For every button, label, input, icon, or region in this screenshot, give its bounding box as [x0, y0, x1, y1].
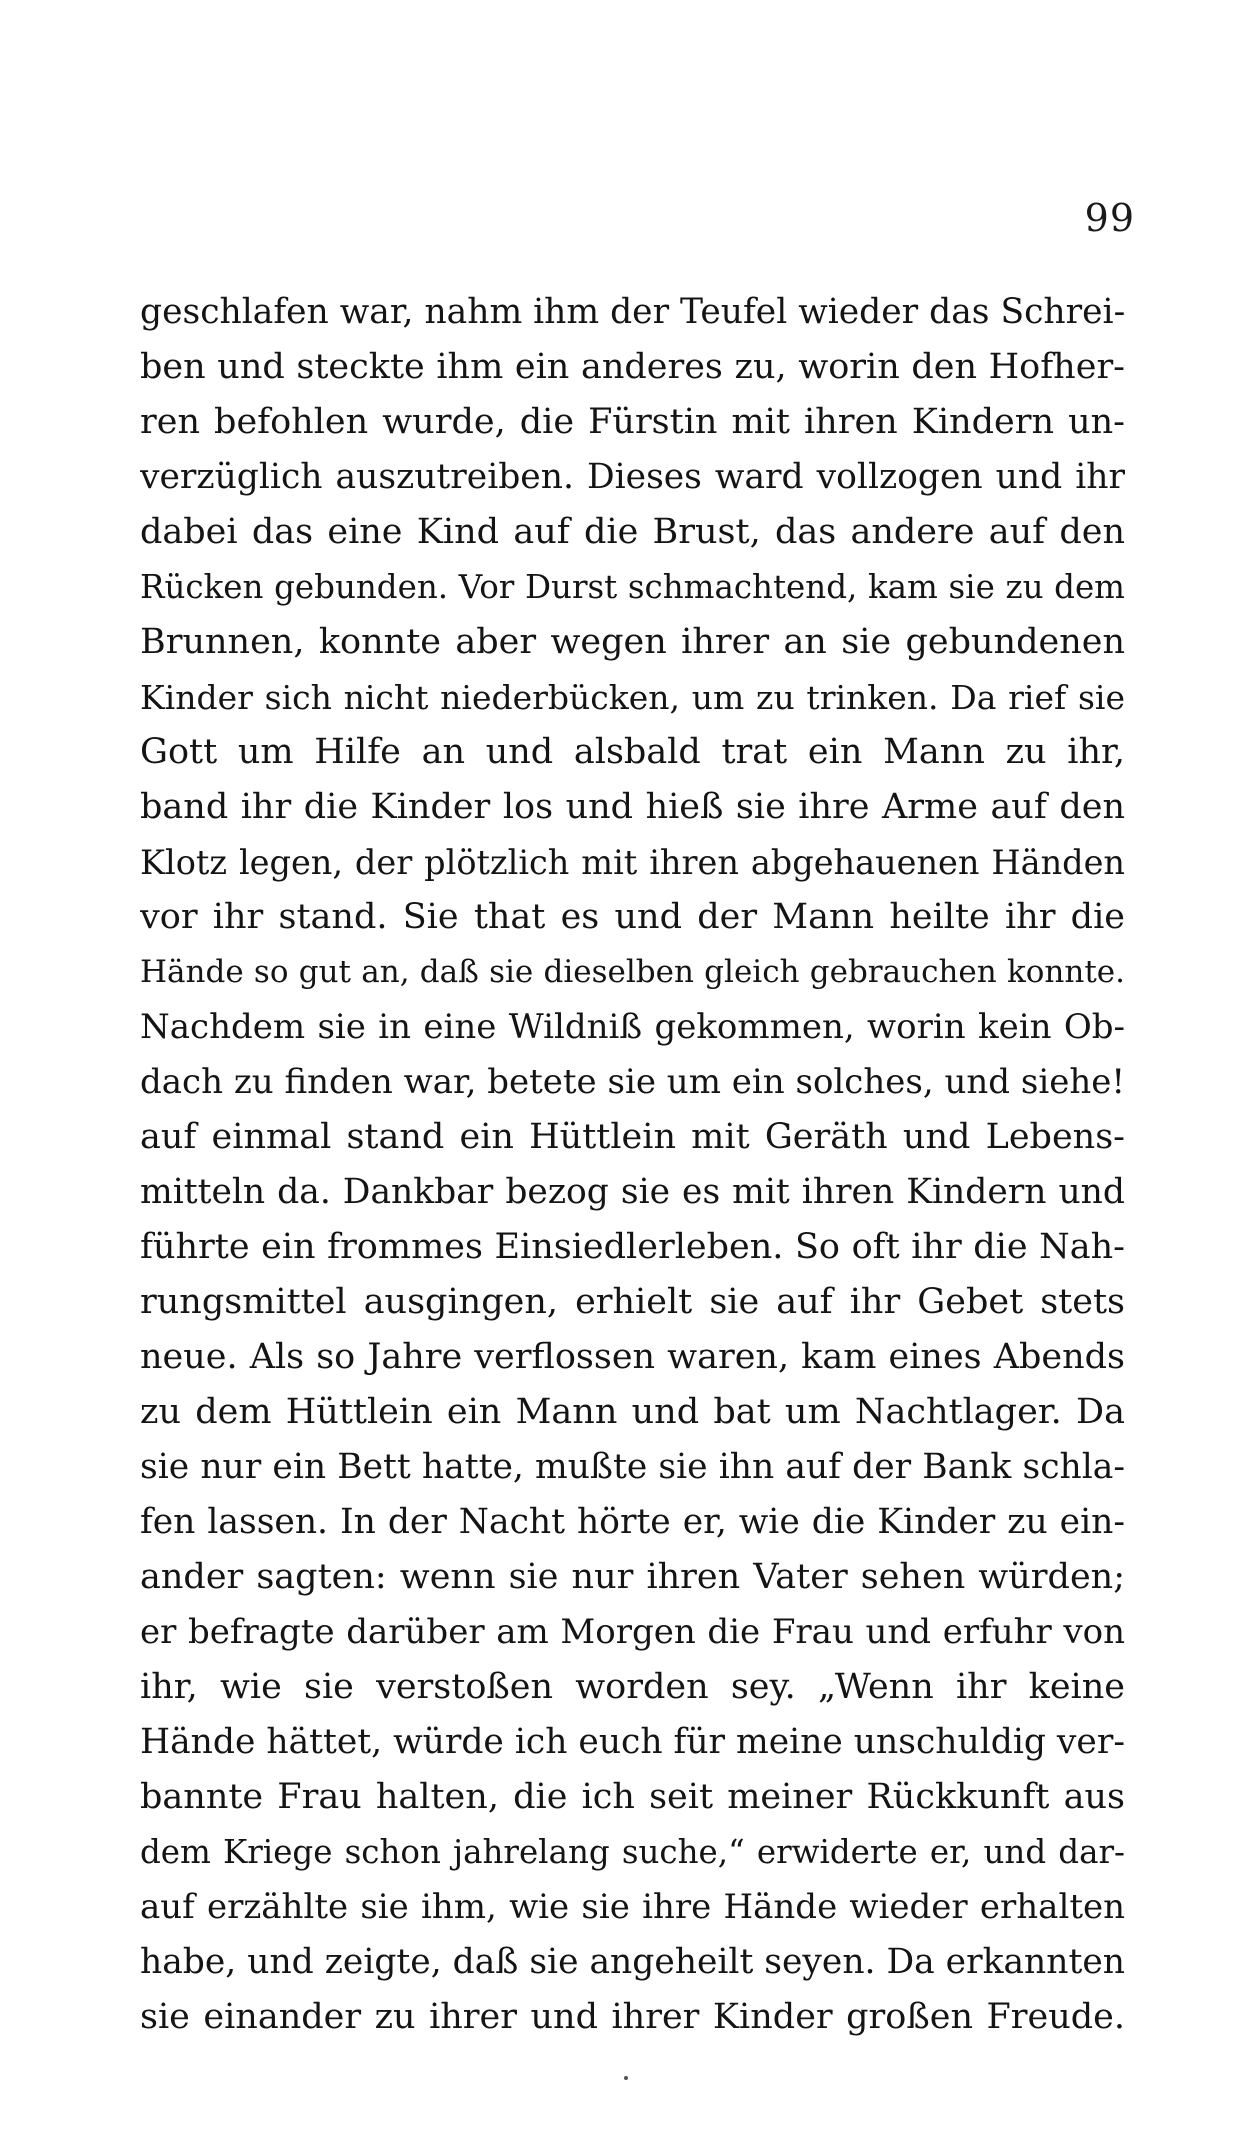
text-line: verzüglich auszutreiben. Dieses ward vollzogen und ihr — [140, 457, 1125, 497]
text-line: ben und steckte ihm ein anderes zu, worin den Hofher- — [140, 347, 1125, 387]
text-line: er befragte darüber am Morgen die Frau und erfuhr von — [140, 1612, 1125, 1652]
text-line: bannte Frau halten, die ich seit meiner Rückkunft aus — [140, 1777, 1125, 1817]
text-line: Brunnen, konnte aber wegen ihrer an sie gebundenen — [140, 622, 1125, 662]
text-line: dem Kriege schon jahrelang suche,“ erwiderte er, und dar- — [140, 1833, 1125, 1871]
text-line: Hände so gut an, daß sie dieselben gleich gebrauchen konnte. — [140, 954, 1125, 990]
text-line: auf erzählte sie ihm, wie sie ihre Hände wieder erhalten — [140, 1887, 1125, 1927]
text-line: habe, und zeigte, daß sie angeheilt seyen. Da erkannten — [140, 1942, 1125, 1982]
text-line: geschlafen war, nahm ihm der Teufel wieder das Schrei- — [140, 292, 1125, 332]
text-line: Gott um Hilfe an und alsbald trat ein Mann zu ihr, — [140, 732, 1125, 772]
text-line: auf einmal stand ein Hüttlein mit Geräth und Lebens- — [140, 1117, 1125, 1157]
text-line: ren befohlen wurde, die Fürstin mit ihren Kindern un- — [140, 402, 1125, 442]
text-line: dach zu finden war, betete sie um ein solches, und siehe! — [140, 1062, 1125, 1102]
text-line: band ihr die Kinder los und hieß sie ihre Arme auf den — [140, 787, 1125, 827]
text-line: Rücken gebunden. Vor Durst schmachtend, kam sie zu dem — [140, 568, 1125, 606]
text-line: führte ein frommes Einsiedlerleben. So oft ihr die Nah- — [140, 1227, 1125, 1267]
page-number: 99 — [1084, 196, 1135, 240]
text-line: sie nur ein Bett hatte, mußte sie ihn auf der Bank schla- — [140, 1447, 1125, 1487]
text-line: dabei das eine Kind auf die Brust, das andere auf den — [140, 512, 1125, 552]
text-line: Nachdem sie in eine Wildniß gekommen, worin kein Ob- — [140, 1007, 1125, 1047]
body-text — [140, 285, 1125, 2045]
text-line: rungsmittel ausgingen, erhielt sie auf ihr Gebet stets — [140, 1282, 1125, 1322]
text-line: fen lassen. In der Nacht hörte er, wie die Kinder zu ein- — [140, 1502, 1125, 1542]
print-speck — [624, 2076, 628, 2080]
text-line: ihr, wie sie verstoßen worden sey. „Wenn ihr keine — [140, 1667, 1125, 1707]
text-line: neue. Als so Jahre verflossen waren, kam eines Abends — [140, 1337, 1125, 1377]
text-line: Klotz legen, der plötzlich mit ihren abgehauenen Händen — [140, 843, 1125, 882]
text-line: zu dem Hüttlein ein Mann und bat um Nachtlager. Da — [140, 1392, 1125, 1432]
text-line: vor ihr stand. Sie that es und der Mann heilte ihr die — [140, 897, 1125, 937]
text-line: Kinder sich nicht niederbücken, um zu trinken. Da rief sie — [140, 678, 1125, 717]
text-line: Hände hättet, würde ich euch für meine unschuldig ver- — [140, 1722, 1125, 1762]
text-line: mitteln da. Dankbar bezog sie es mit ihren Kindern und — [140, 1172, 1125, 1212]
text-line: sie einander zu ihrer und ihrer Kinder großen Freude. — [140, 1997, 1125, 2037]
text-line: ander sagten: wenn sie nur ihren Vater sehen würden; — [140, 1557, 1125, 1597]
